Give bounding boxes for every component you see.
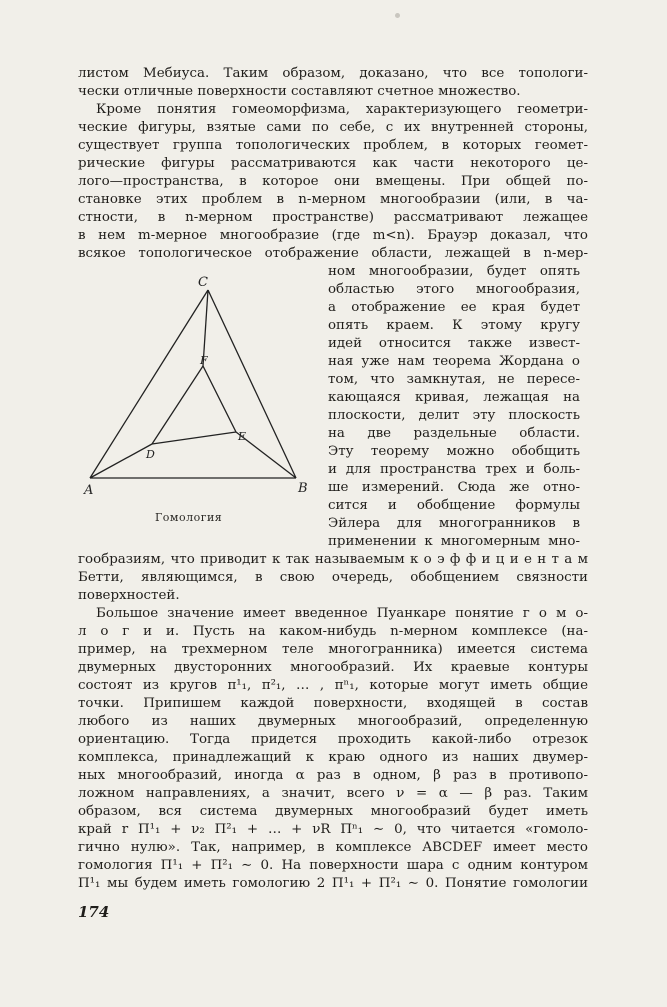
text-line: областью этого многообразия, — [328, 282, 580, 297]
text-line: ном многообразии, будет опять — [328, 264, 580, 279]
edge-fe — [203, 366, 236, 432]
edge-df — [152, 366, 203, 444]
text-line: гично нулю». Так, например, в комплексе ABCDEF имеет место — [78, 840, 588, 855]
text-line: рические фигуры рассматриваются как части некоторого це- — [78, 156, 588, 171]
text-line: пример, на трехмерном теле многогранника) имеется система — [78, 642, 588, 657]
vertex-label-d: D — [146, 448, 155, 461]
text-line: идей относится также извест- — [328, 336, 580, 351]
text-line: применении к многомерным мно- — [328, 534, 580, 549]
text-line: в нем m-мерное многообразие (где m<n). Брауэр доказал, что — [78, 228, 588, 243]
vertex-label-f: F — [200, 354, 208, 367]
text-line: а отображение ее края будет — [328, 300, 580, 315]
text-line: ных многообразий, иногда α раз в одном, β раз в противопо- — [78, 768, 588, 783]
text-line: гомология Π¹₁ + Π²₁ ∼ 0. На поверхности шара с одним контуром — [78, 858, 588, 873]
homology-diagram — [80, 272, 320, 502]
text-line: стности, в n-мерном пространстве) рассматривают лежащее — [78, 210, 588, 225]
text-line: листом Мебиуса. Таким образом, доказано, что все топологи- — [78, 66, 588, 81]
text-line: комплекса, принадлежащий к краю одного из наших двумер- — [78, 750, 588, 765]
text-line: плоскости, делит эту плоскость — [328, 408, 580, 423]
text-line: лого—пространства, в которое они вмещены. При общей по- — [78, 174, 588, 189]
text-line: на две раздельные области. — [328, 426, 580, 441]
vertex-label-a: A — [84, 483, 94, 498]
text-line: всякое топологическое отображение области, лежащей в n-мер- — [78, 246, 588, 261]
vertex-label-b: B — [298, 481, 308, 496]
text-line: Эту теорему можно обобщить — [328, 444, 580, 459]
vertex-label-e: E — [238, 430, 247, 443]
text-line: становке этих проблем в n-мерном многообразии (или, в ча- — [78, 192, 588, 207]
text-line: Π¹₁ мы будем иметь гомологию 2 Π¹₁ + Π²₁ ∼ 0. Понятие гомологии — [78, 876, 588, 891]
text-line: ложном направлениях, а значит, всего ν = α — β раз. Таким — [78, 786, 588, 801]
edge-de — [152, 432, 236, 444]
figure-caption: Гомология — [155, 511, 223, 524]
text-line: Кроме понятия гомеоморфизма, характеризующего геометри- — [96, 102, 588, 117]
text-line: Эйлера для многогранников в — [328, 516, 580, 531]
vertex-label-c: C — [198, 275, 208, 290]
page-number: 174 — [78, 903, 110, 921]
edge-cb — [208, 290, 296, 478]
text-line: край r Π¹₁ + ν₂ Π²₁ + … + νR Πⁿ₁ ∼ 0, что читается «гомоло- — [78, 822, 588, 837]
text-line: сится и обобщение формулы — [328, 498, 580, 513]
text-line: поверхностей. — [78, 588, 180, 603]
edge-ad — [90, 444, 152, 478]
text-line: ориентацию. Тогда придется проходить какой-либо отрезок — [78, 732, 588, 747]
text-line: образом, вся система двумерных многообразий будет иметь — [78, 804, 588, 819]
text-line: существует группа топологических проблем, в которых геомет- — [78, 138, 588, 153]
text-line: кающаяся кривая, лежащая на — [328, 390, 580, 405]
text-line: опять краем. К этому кругу — [328, 318, 580, 333]
text-line: и для пространства трех и боль- — [328, 462, 580, 477]
homology-figure — [80, 272, 320, 502]
text-line: состоят из кругов π¹₁, π²₁, … , πⁿ₁, которые могут иметь общие — [78, 678, 588, 693]
paper-speck — [395, 13, 400, 18]
text-line: ческие фигуры, взятые сами по себе, с их внутренней стороны, — [78, 120, 588, 135]
text-line: том, что замкнутая, не пересе- — [328, 372, 580, 387]
text-line: двумерных двусторонних многообразий. Их краевые контуры — [78, 660, 588, 675]
text-line: ная уже нам теорема Жордана о — [328, 354, 580, 369]
text-line: точки. Припишем каждой поверхности, входящей в состав — [78, 696, 588, 711]
text-line: Бетти, являющимся, в свою очередь, обобщением связности — [78, 570, 588, 585]
text-line: любого из наших двумерных многообразий, определенную — [78, 714, 588, 729]
text-line: гообразиям, что приводит к так называемым к о э ф ф и ц и е н т а м — [78, 552, 588, 567]
text-line: Большое значение имеет введенное Пуанкаре понятие г о м о- — [96, 606, 588, 621]
text-line: чески отличные поверхности составляют счетное множество. — [78, 84, 521, 99]
text-line: ше измерений. Сюда же отно- — [328, 480, 580, 495]
text-line: л о г и и. Пусть на каком-нибудь n-мерном комплексе (на- — [78, 624, 588, 639]
